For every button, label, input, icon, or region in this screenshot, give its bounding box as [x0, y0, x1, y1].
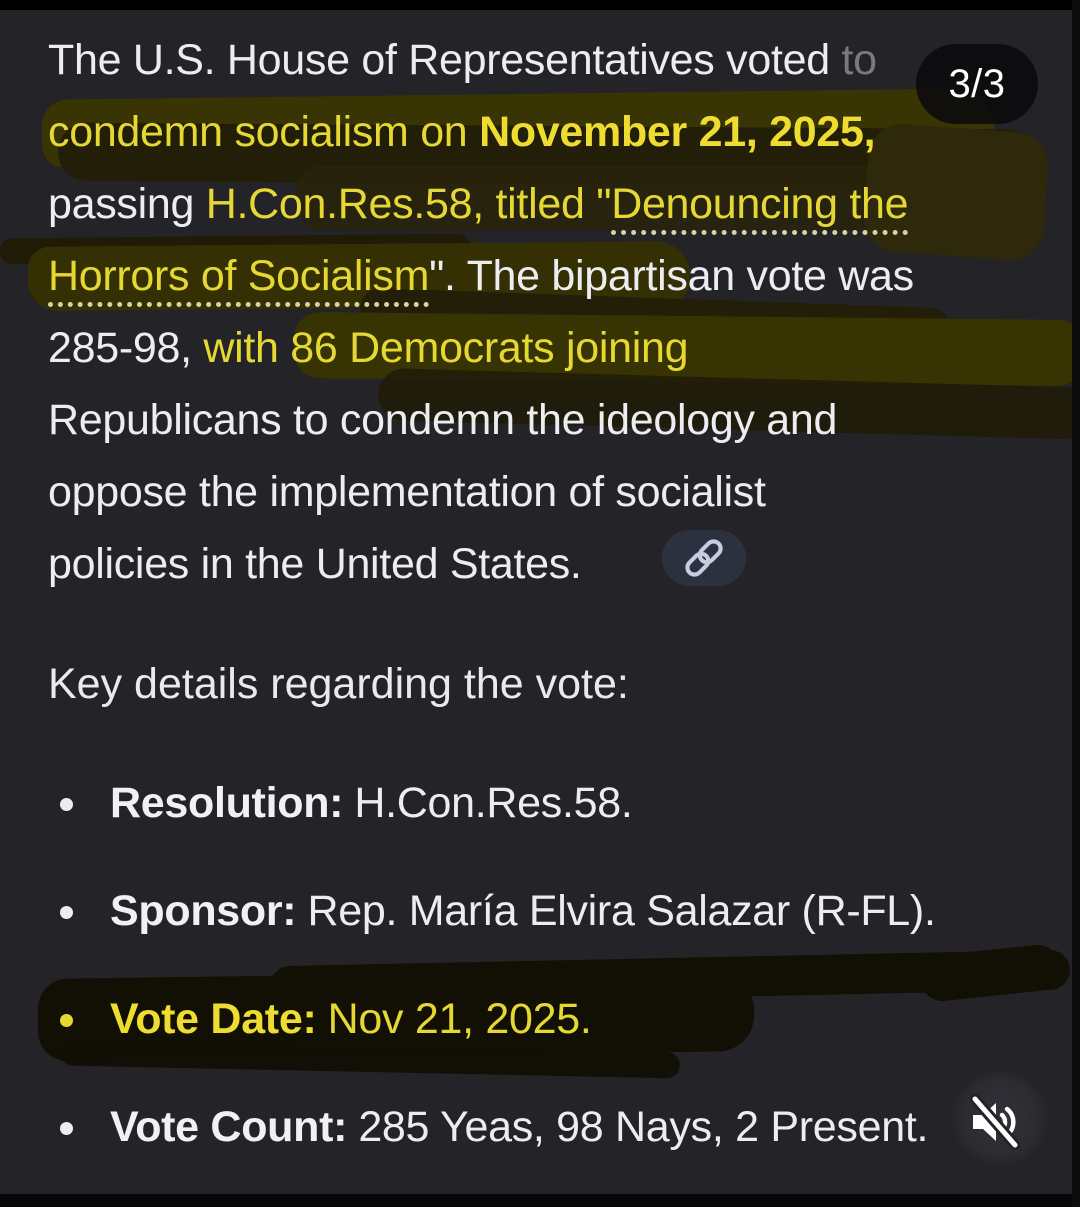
bullet-text: 285 Yeas, 98 Nays, 2 Present. [358, 1103, 929, 1151]
text-segment: with 86 Democrats joining [203, 324, 689, 372]
text-segment: policies in the United States. [48, 540, 582, 588]
right-letterbox-strip [1072, 0, 1080, 1207]
bullet-icon [60, 798, 73, 811]
link-button[interactable] [662, 530, 746, 586]
list-item [0, 1091, 1060, 1163]
bullet-icon [60, 906, 73, 919]
bullet-label: Resolution: [110, 779, 344, 827]
bullet-label: Vote Count: [110, 1103, 348, 1151]
link-text[interactable]: Horrors of Socialism [48, 252, 429, 307]
paragraph-line [48, 168, 908, 240]
top-letterbox-bar [0, 0, 1080, 10]
list-item [0, 983, 1060, 1055]
bullet-text: Rep. María Elvira Salazar (R-FL). [307, 887, 936, 935]
text-segment: to [841, 36, 877, 84]
text-segment: Republicans to condemn the ideology and [48, 396, 838, 444]
paragraph-line [48, 384, 837, 456]
bullet-label: Vote Date: [110, 995, 317, 1043]
paragraph-line [48, 240, 914, 312]
text-segment: condemn socialism on [48, 108, 480, 156]
bullet-text: H.Con.Res.58. [354, 779, 633, 827]
muted-speaker-icon[interactable] [966, 1094, 1022, 1150]
list-item [0, 767, 1060, 839]
paragraph-line [48, 528, 582, 600]
bullet-icon [60, 1122, 73, 1135]
text-segment: The U.S. House of Representatives voted [48, 36, 842, 84]
text-segment: ". The bipartisan vote was [429, 252, 914, 300]
bullet-label: Sponsor: [110, 887, 297, 935]
paragraph-line [48, 24, 877, 96]
paragraph-line [48, 456, 766, 528]
text-segment: H.Con.Res.58, titled " [205, 180, 612, 228]
paragraph-line [48, 312, 688, 384]
paragraph-line [48, 96, 875, 168]
bullet-text: Nov 21, 2025. [327, 995, 592, 1043]
page-counter-badge[interactable] [916, 44, 1038, 124]
text-segment: oppose the implementation of socialist [48, 468, 766, 516]
text-segment: 285-98, [48, 324, 204, 372]
bottom-letterbox-bar [0, 1194, 1080, 1207]
section-heading: Key details regarding the vote: [48, 660, 629, 708]
link-text[interactable]: Denouncing the [611, 180, 908, 235]
text-segment: November 21, 2025, [479, 108, 876, 156]
link-icon [681, 535, 727, 581]
text-segment: passing [48, 180, 206, 228]
bullet-icon [60, 1014, 73, 1027]
page-counter-label: 3/3 [948, 61, 1006, 106]
list-item [0, 875, 1060, 947]
